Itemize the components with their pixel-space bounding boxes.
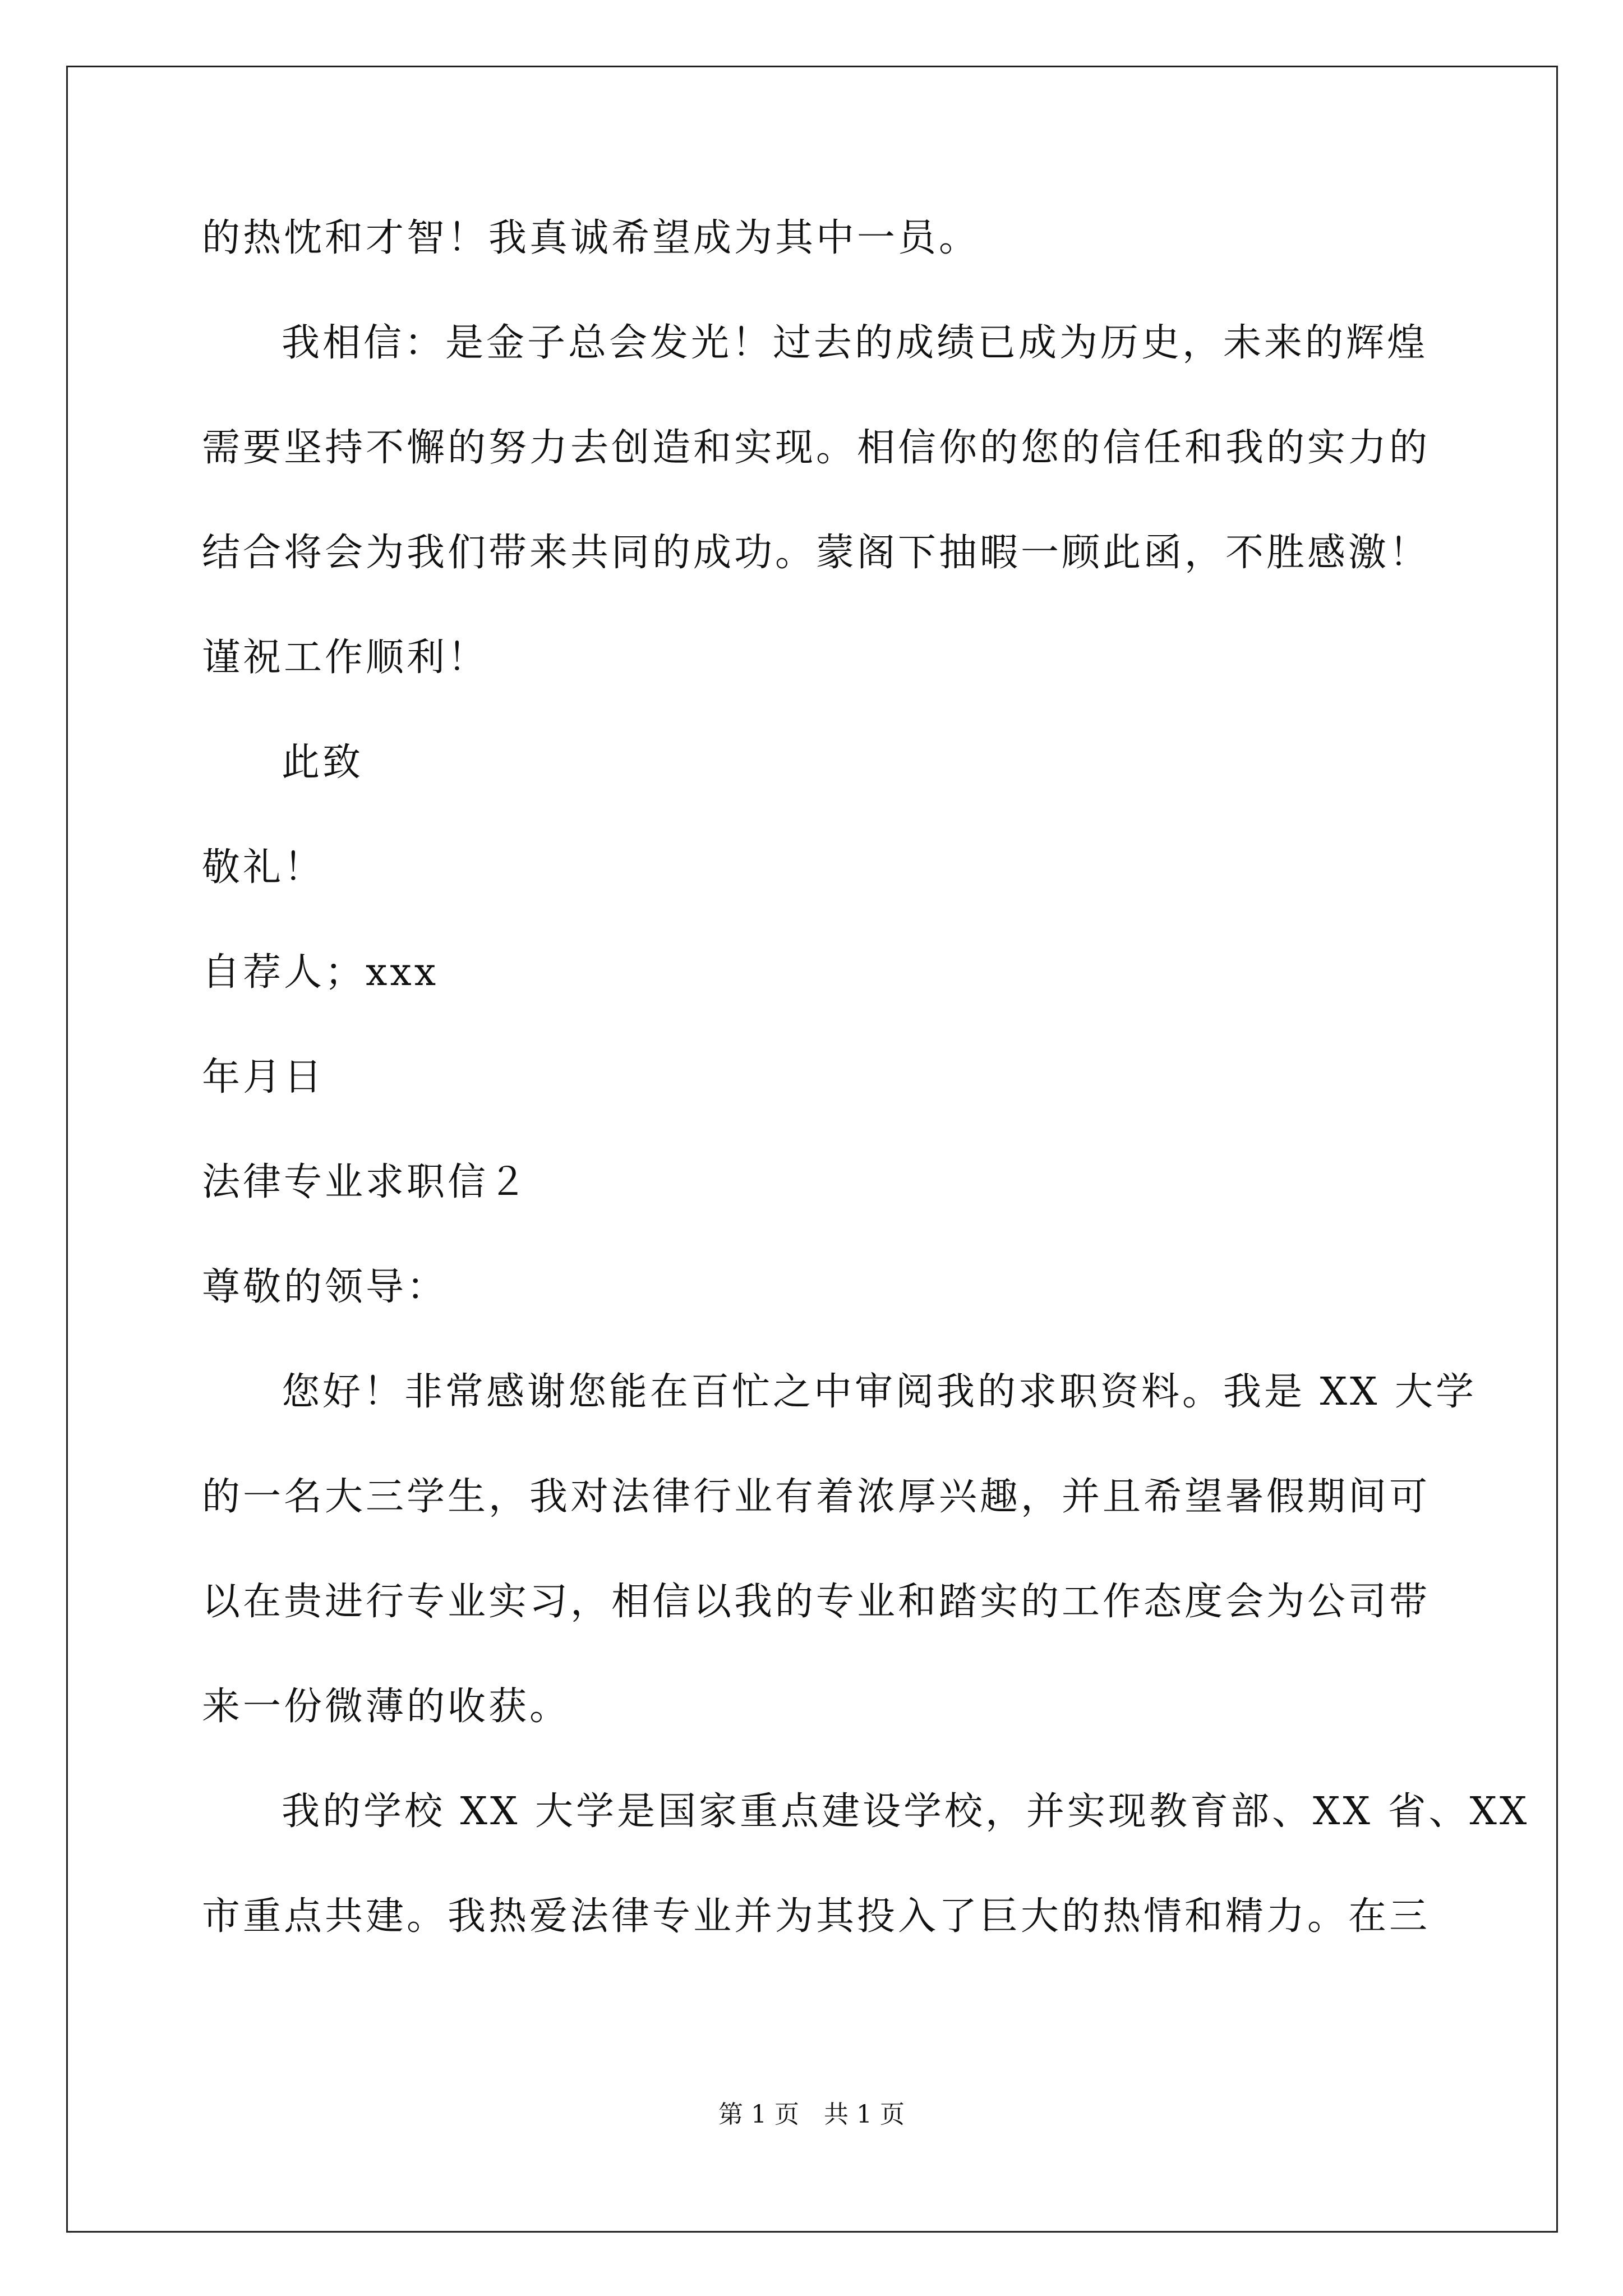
- text-line: 我相信：是金子总会发光！过去的成绩已成为历史，未来的辉煌: [282, 321, 1428, 365]
- text-line: 此致: [282, 740, 364, 785]
- text-line: 我的学校 XX 大学是国家重点建设学校，并实现教育部、XX 省、XX: [282, 1789, 1530, 1834]
- text-line: 市重点共建。我热爱法律专业并为其投入了巨大的热情和精力。在三: [202, 1894, 1431, 1939]
- section-heading: 法律专业求职信２: [202, 1160, 530, 1204]
- text-line: 的热忱和才智！我真诚希望成为其中一员。: [202, 216, 980, 260]
- text-line: 需要坚持不懈的努力去创造和实现。相信你的您的信任和我的实力的: [202, 426, 1431, 470]
- text-line: 敬礼！: [202, 845, 325, 890]
- text-line: 谨祝工作顺利！: [202, 636, 489, 680]
- text-line: 结合将会为我们带来共同的成功。蒙阁下抽暇一顾此函，不胜感激！: [202, 531, 1431, 575]
- text-line: 自荐人；xxx: [202, 950, 439, 995]
- text-line: 来一份微薄的收获。: [202, 1685, 571, 1729]
- text-line: 尊敬的领导：: [202, 1265, 448, 1309]
- text-line: 您好！非常感谢您能在百忙之中审阅我的求职资料。我是 XX 大学: [282, 1370, 1477, 1414]
- text-line: 的一名大三学生，我对法律行业有着浓厚兴趣，并且希望暑假期间可: [202, 1475, 1431, 1519]
- page-footer: 第 1 页 共 1 页: [718, 2100, 905, 2129]
- text-line: 以在贵进行专业实习，相信以我的专业和踏实的工作态度会为公司带: [202, 1580, 1431, 1624]
- text-line: 年月日: [202, 1055, 325, 1099]
